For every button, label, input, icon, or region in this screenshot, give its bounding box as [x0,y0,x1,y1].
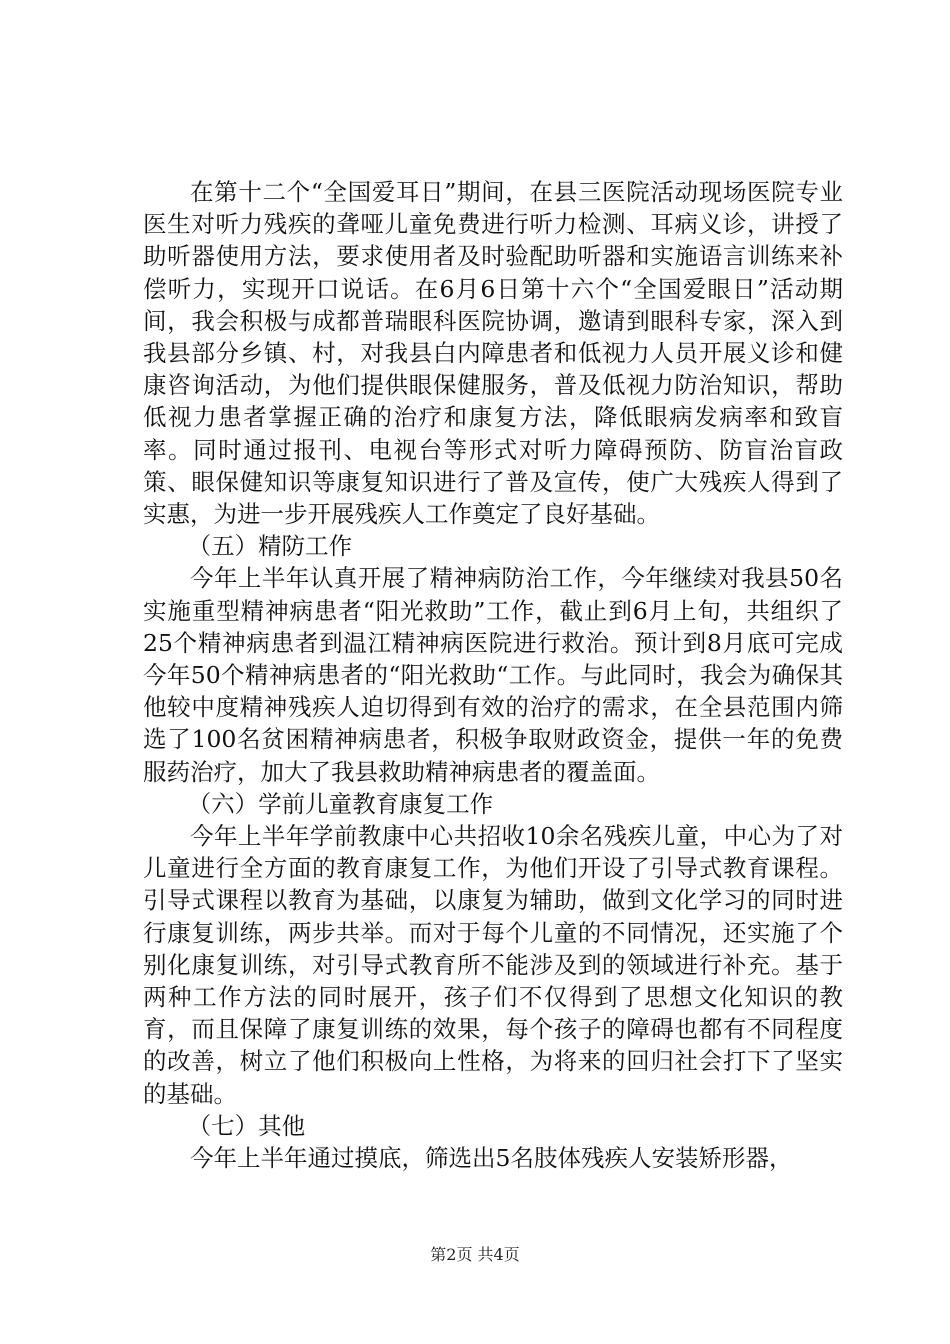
section-heading-mental-health: （五）精防工作 [187,532,353,561]
body-text [143,176,843,1174]
paragraph-mental-health: 今年上半年认真开展了精神病防治工作，今年继续对我县50名实施重型精神病患者“阳光救助”工作，截止到6月上旬，共组织了25个精神病患者到温江精神病医院进行救治。预计到8月底可完成今年50个精神病患者的“阳光救助“工作。与此同时，我会为确保其他较中度精神残疾人迫切得到有效的治疗的需求，在全县范围内筛选了100名贫困精神病患者，积极争取财政资金，提供一年的免费服药治疗，加大了我县救助精神病患者的覆盖面。 [143,564,843,786]
section-heading-other: （七）其他 [187,1111,306,1140]
paragraph-other: 今年上半年通过摸底，筛选出5名肢体残疾人安装矫形器， [190,1144,793,1173]
paragraph-preschool: 今年上半年学前教康中心共招收10余名残疾儿童，中心为了对儿童进行全方面的教育康复工作，为他们开设了引导式教育课程。引导式课程以教育为基础，以康复为辅助，做到文化学习的同时进行康复训练，两步共举。而对于每个儿童的不同情况，还实施了个别化康复训练，对引导式教育所不能涉及到的领域进行补充。基于两种工作方法的同时展开，孩子们不仅得到了思想文化知识的教育，而且保障了康复训练的效果，每个孩子的障碍也都有不同程度的改善，树立了他们积极向上性格，为将来的回归社会打下了坚实的基础。 [143,822,843,1108]
section-heading-preschool: （六）学前儿童教育康复工作 [187,789,494,818]
page-number-footer: 第2页 共4页 [430,1245,520,1264]
paragraph-ear-eye-day: 在第十二个“全国爱耳日”期间，在县三医院活动现场医院专业医生对听力残疾的聋哑儿童免费进行听力检测、耳病义诊，讲授了助听器使用方法，要求使用者及时验配助听器和实施语言训练来补偿听力，实现开口说话。在6月6日第十六个“全国爱眼日”活动期间，我会积极与成都普瑞眼科医院协调，邀请到眼科专家，深入到我县部分乡镇、村，对我县白内障患者和低视力人员开展义诊和健康咨询活动，为他们提供眼保健服务，普及低视力防治知识，帮助低视力患者掌握正确的治疗和康复方法，降低眼病发病率和致盲率。同时通过报刊、电视台等形式对听力障碍预防、防盲治盲政策、眼保健知识等康复知识进行了普及宣传，使广大残疾人得到了实惠，为进一步开展残疾人工作奠定了良好基础。 [143,178,843,529]
